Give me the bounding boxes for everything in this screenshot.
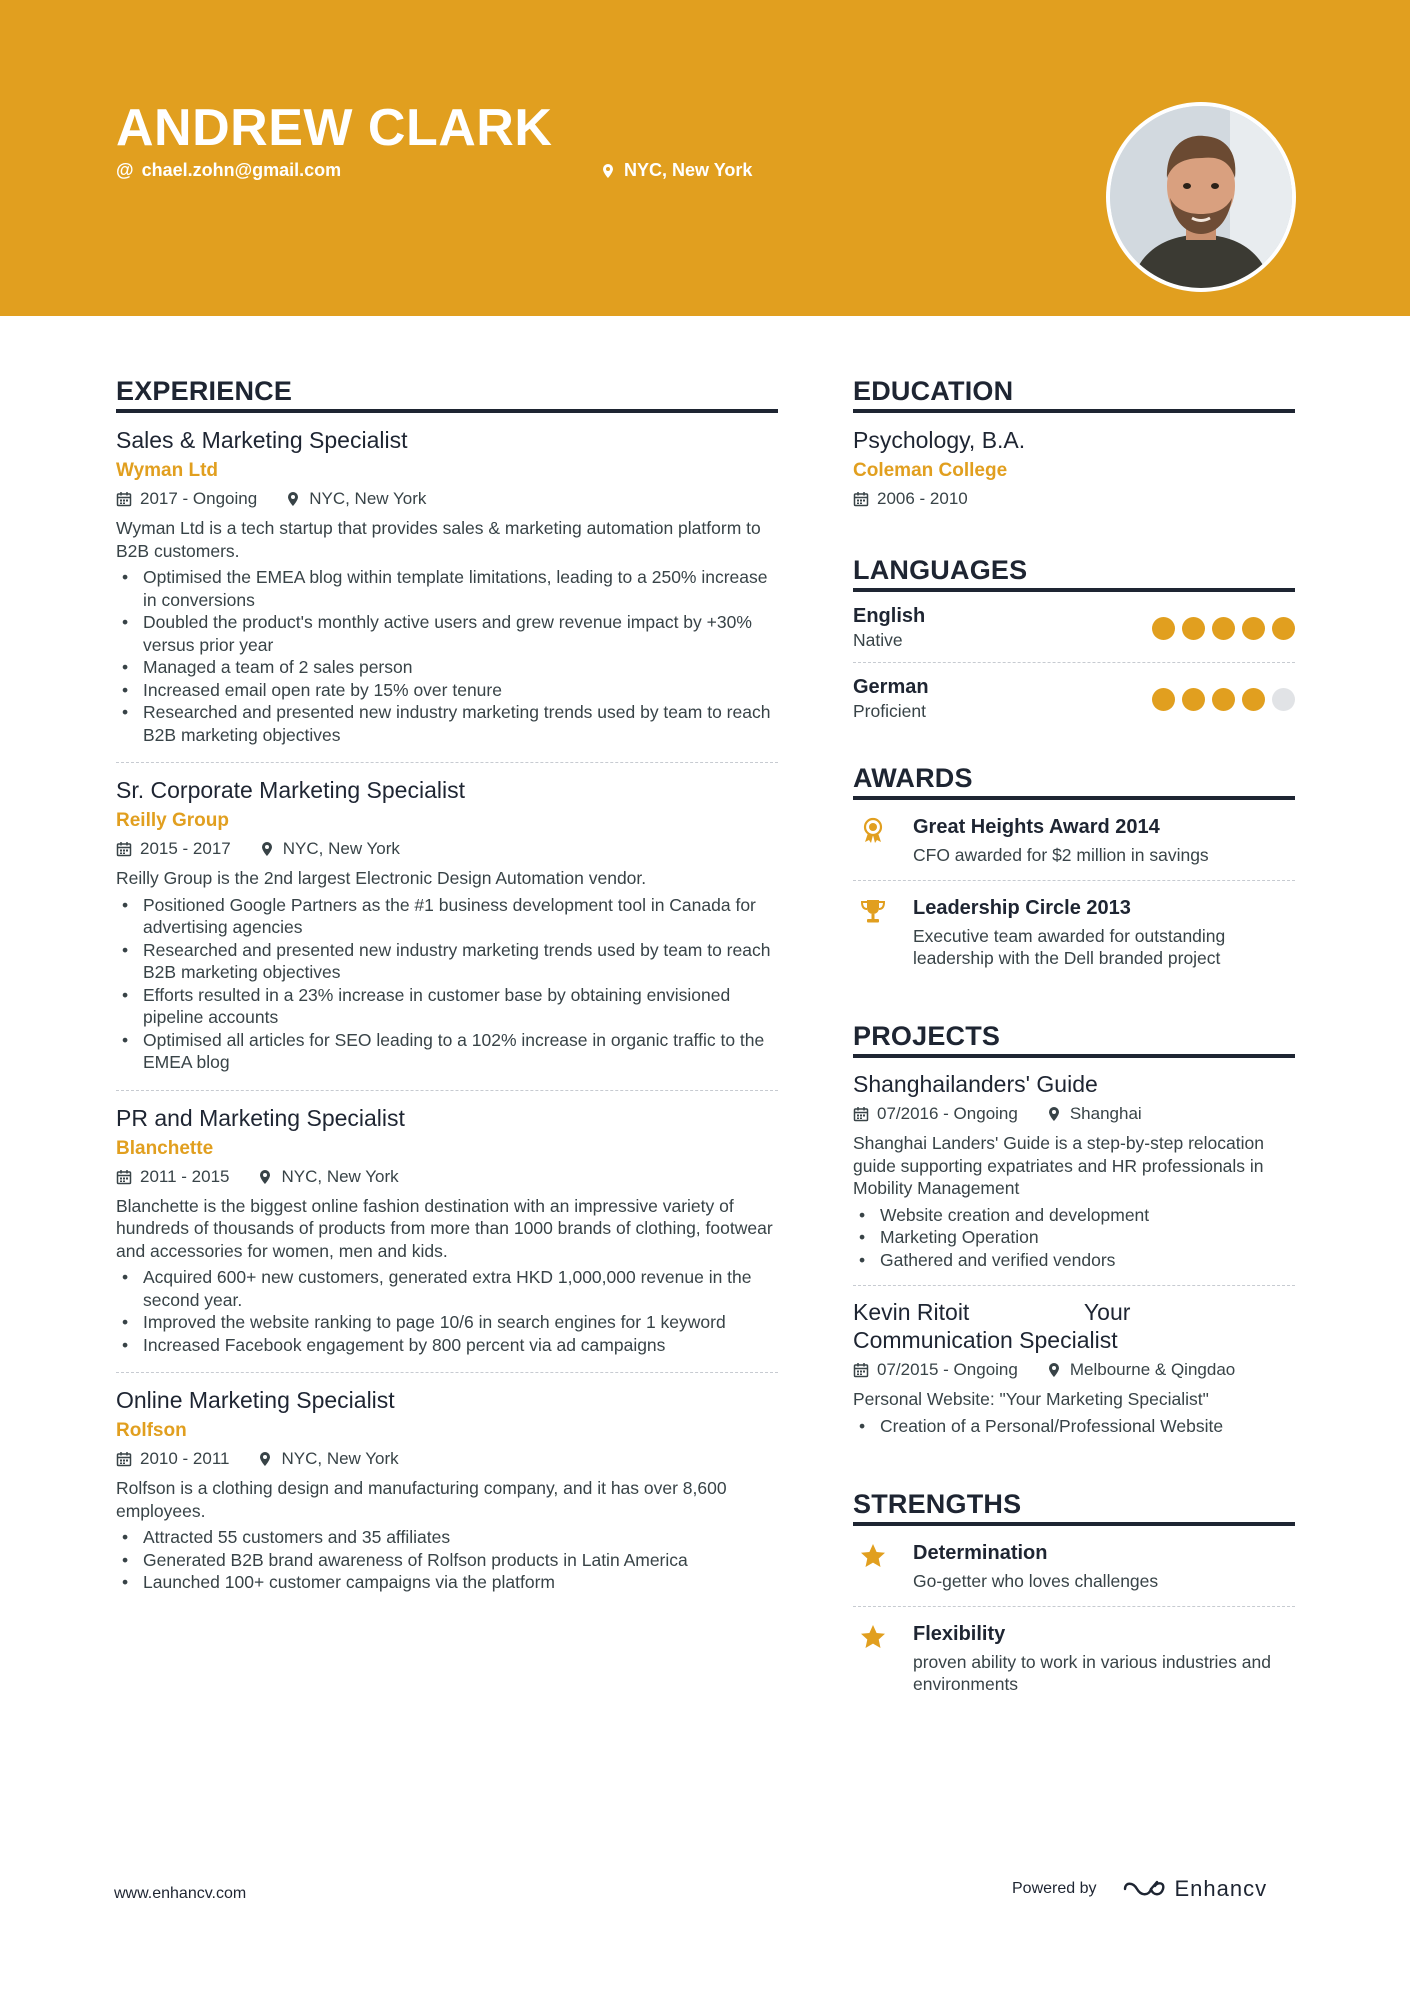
- entry-title: Flexibility: [913, 1623, 1006, 1645]
- proficiency-dot: [1242, 617, 1265, 640]
- entry-title: Determination: [913, 1542, 1048, 1564]
- dates: [116, 837, 231, 861]
- meta-row: [853, 1358, 1295, 1382]
- award-ribbon-icon: [853, 814, 893, 866]
- bullet-item: • Gathered and verified vendors: [853, 1249, 1295, 1272]
- calendar-icon: [853, 1362, 869, 1378]
- bullet-list: [853, 1415, 1295, 1438]
- awards-heading: AWARDS: [853, 763, 1295, 800]
- bullet-item: • Managed a team of 2 sales person: [116, 656, 778, 679]
- proficiency-dot: [1272, 688, 1295, 711]
- experience-heading: EXPERIENCE: [116, 376, 778, 413]
- right-column: [853, 376, 1295, 1709]
- avatar: [1110, 106, 1292, 288]
- location-pin-icon: [257, 1169, 273, 1185]
- location-pin-icon: [285, 491, 301, 507]
- brand-name: Enhancv: [1174, 1876, 1268, 1901]
- dates: [116, 1447, 229, 1471]
- bullet-item: • Acquired 600+ new customers, generated extra HKD 1,000,000 revenue in the second year.: [116, 1266, 778, 1311]
- bullet-item: • Researched and presented new industry marketing trends used by team to reach B2B marketing objectives: [116, 701, 778, 746]
- experience-entry: [116, 413, 778, 763]
- calendar-icon: [116, 1169, 132, 1185]
- meta-row: [116, 1447, 778, 1471]
- bullet-item: • Positioned Google Partners as the #1 business development tool in Canada for advertising agencies: [116, 894, 778, 939]
- strengths-list: [853, 1526, 1295, 1709]
- bullet-item: • Website creation and development: [853, 1204, 1295, 1227]
- calendar-icon: [116, 841, 132, 857]
- star-icon: [853, 1540, 893, 1592]
- location: [1046, 1102, 1142, 1126]
- job-description: Reilly Group is the 2nd largest Electronic Design Automation vendor.: [116, 868, 647, 888]
- bullet-item: • Marketing Operation: [853, 1226, 1295, 1249]
- experience-list: [116, 413, 778, 1610]
- job-title: Sr. Corporate Marketing Specialist: [116, 777, 465, 803]
- proficiency-dot: [1182, 617, 1205, 640]
- calendar-icon: [853, 1106, 869, 1122]
- entry-body: [913, 1621, 1295, 1695]
- project-description: Shanghai Landers' Guide is a step-by-step relocation guide supporting expatriates and HR professionals in Mobility Management: [853, 1133, 1264, 1198]
- language-info: [853, 604, 925, 652]
- meta-row: [116, 1165, 778, 1189]
- resume-header: [0, 0, 1410, 316]
- proficiency-dot: [1152, 617, 1175, 640]
- bullet-item: • Creation of a Personal/Professional Website: [853, 1415, 1295, 1438]
- dates-text: 2015 - 2017: [140, 839, 231, 858]
- email-contact[interactable]: [116, 160, 341, 181]
- calendar-icon: [116, 1451, 132, 1467]
- proficiency-dot: [1152, 688, 1175, 711]
- proficiency-dot: [1272, 617, 1295, 640]
- dates: [853, 1102, 1018, 1126]
- project-title: Shanghailanders' Guide: [853, 1071, 1098, 1097]
- dates-text: 2011 - 2015: [140, 1166, 230, 1186]
- location-text: NYC, New York: [281, 1166, 399, 1186]
- enhancv-logo-icon: [1121, 1877, 1167, 1901]
- project-title: Kevin Ritoit Your Communication Specialist: [853, 1299, 1137, 1353]
- portrait-illustration: [1110, 106, 1292, 288]
- calendar-icon: [116, 491, 132, 507]
- entry-body: [913, 1540, 1158, 1592]
- entry-title: Leadership Circle 2013: [913, 897, 1131, 919]
- meta-row: [116, 837, 778, 861]
- footer-website[interactable]: www.enhancv.com: [114, 1885, 247, 1902]
- job-description: Blanchette is the biggest online fashion destination with an impressive variety of hundreds of thousands of products from more than 1000 brands of clothing, footwear and accessories for women, men and kids.: [116, 1195, 773, 1261]
- entry-title: Great Heights Award 2014: [913, 816, 1160, 838]
- education-meta: [853, 487, 1295, 511]
- education-entry: [853, 413, 1295, 555]
- award-entry: [853, 800, 1295, 881]
- entry-body: [913, 895, 1295, 969]
- bullet-item: • Optimised the EMEA blog within template limitations, leading to a 250% increase in conversions: [116, 566, 778, 611]
- dates-text: 2010 - 2011: [140, 1449, 230, 1468]
- bullet-item: • Attracted 55 customers and 35 affiliates: [116, 1526, 778, 1549]
- location-text: NYC, New York: [282, 839, 400, 858]
- project-entry: [853, 1286, 1295, 1451]
- bullet-item: • Researched and presented new industry marketing trends used by team to reach B2B marketing objectives: [116, 939, 778, 984]
- entry-body: [913, 814, 1209, 866]
- dates-text: 2017 - Ongoing: [140, 489, 258, 508]
- location-text: NYC, New York: [281, 1449, 399, 1468]
- language-level: Proficient: [853, 701, 926, 721]
- location: [285, 487, 426, 511]
- languages-heading: LANGUAGES: [853, 555, 1295, 592]
- award-entry: [853, 881, 1295, 983]
- language-level: Native: [853, 630, 903, 650]
- projects-heading: PROJECTS: [853, 1021, 1295, 1058]
- candidate-name: ANDREW CLARK: [116, 99, 553, 157]
- awards-list: [853, 800, 1295, 1021]
- proficiency-dot: [1182, 688, 1205, 711]
- bullet-list: [116, 894, 778, 1074]
- strength-entry: [853, 1526, 1295, 1607]
- experience-entry: [116, 1373, 778, 1610]
- company-name: Blanchette: [116, 1137, 214, 1159]
- location: [259, 837, 400, 861]
- entry-description: CFO awarded for $2 million in savings: [913, 845, 1209, 865]
- entry-description: Go-getter who loves challenges: [913, 1571, 1159, 1591]
- left-column: [116, 376, 778, 1610]
- education-dates-text: 2006 - 2010: [877, 489, 968, 508]
- strengths-heading: STRENGTHS: [853, 1489, 1295, 1526]
- language-info: [853, 675, 929, 723]
- job-title: PR and Marketing Specialist: [116, 1104, 405, 1131]
- bullet-item: • Doubled the product's monthly active users and grew revenue impact by +30% versus prior year: [116, 611, 778, 656]
- proficiency-dot: [1212, 617, 1235, 640]
- bullet-item: • Efforts resulted in a 23% increase in customer base by obtaining envisioned pipeline accounts: [116, 984, 778, 1029]
- language-name: English: [853, 605, 926, 627]
- job-title: Sales & Marketing Specialist: [116, 427, 408, 453]
- job-description: Wyman Ltd is a tech startup that provides sales & marketing automation platform to B2B customers.: [116, 518, 761, 561]
- dates-text: 07/2016 - Ongoing: [877, 1104, 1018, 1123]
- brand-logo[interactable]: [1121, 1876, 1268, 1902]
- project-entry: [853, 1058, 1295, 1286]
- bullet-item: • Generated B2B brand awareness of Rolfson products in Latin America: [116, 1549, 778, 1572]
- bullet-item: • Launched 100+ customer campaigns via the platform: [116, 1571, 778, 1594]
- location-pin-icon: [1046, 1362, 1062, 1378]
- trophy-icon: [853, 895, 893, 969]
- location: [1046, 1358, 1235, 1382]
- location-pin-icon: [257, 1451, 273, 1467]
- bullet-item: • Optimised all articles for SEO leading to a 102% increase in organic traffic to the EMEA blog: [116, 1029, 778, 1074]
- location-text: Shanghai: [1069, 1104, 1142, 1123]
- location-text: NYC, New York: [309, 489, 427, 508]
- language-entry: [853, 592, 1295, 663]
- location-contact: [600, 160, 752, 181]
- education-heading: EDUCATION: [853, 376, 1295, 413]
- bullet-list: [116, 566, 778, 746]
- at-icon: @: [116, 160, 134, 180]
- location-pin-icon: [600, 163, 616, 179]
- school-name: Coleman College: [853, 460, 1008, 481]
- dates: [116, 487, 257, 511]
- degree: Psychology, B.A.: [853, 427, 1026, 453]
- language-name: German: [853, 676, 929, 698]
- meta-row: [116, 487, 778, 511]
- company-name: Wyman Ltd: [116, 460, 219, 481]
- company-name: Reilly Group: [116, 810, 229, 831]
- proficiency-dot: [1242, 688, 1265, 711]
- languages-list: [853, 592, 1295, 763]
- proficiency-dots: [1152, 688, 1295, 711]
- profile-photo: [1106, 102, 1296, 292]
- location: [257, 1165, 398, 1189]
- job-description: Rolfson is a clothing design and manufacturing company, and it has over 8,600 employees.: [116, 1478, 727, 1521]
- bullet-list: [853, 1204, 1295, 1272]
- bullet-item: • Increased email open rate by 15% over tenure: [116, 679, 778, 702]
- language-entry: [853, 663, 1295, 733]
- dates: [853, 1358, 1018, 1382]
- meta-row: [853, 1102, 1295, 1126]
- location-pin-icon: [1046, 1106, 1062, 1122]
- entry-description: proven ability to work in various industries and environments: [913, 1652, 1271, 1694]
- company-name: Rolfson: [116, 1420, 187, 1441]
- location-text: Melbourne & Qingdao: [1069, 1360, 1236, 1379]
- dates-text: 07/2015 - Ongoing: [877, 1360, 1018, 1379]
- experience-entry: [116, 1091, 778, 1374]
- experience-entry: [116, 763, 778, 1091]
- bullet-item: • Increased Facebook engagement by 800 percent via ad campaigns: [116, 1334, 778, 1357]
- entry-description: Executive team awarded for outstanding leadership with the Dell branded project: [913, 926, 1226, 968]
- powered-by-label: Powered by: [1012, 1880, 1097, 1897]
- bullet-list: [116, 1526, 778, 1594]
- location: [257, 1447, 398, 1471]
- bullet-list: [116, 1266, 778, 1356]
- email-text: chael.zohn@gmail.com: [141, 160, 342, 180]
- job-title: Online Marketing Specialist: [116, 1387, 395, 1413]
- footer-branding: [1012, 1876, 1267, 1902]
- bullet-item: • Improved the website ranking to page 10/6 in search engines for 1 keyword: [116, 1311, 778, 1334]
- project-description: Personal Website: "Your Marketing Specialist": [853, 1389, 1209, 1409]
- calendar-icon: [853, 491, 869, 507]
- star-icon: [853, 1621, 893, 1695]
- location-text: NYC, New York: [624, 160, 753, 180]
- education-dates: [853, 487, 968, 511]
- proficiency-dot: [1212, 688, 1235, 711]
- strength-entry: [853, 1607, 1295, 1709]
- projects-list: [853, 1058, 1295, 1489]
- dates: [116, 1165, 229, 1189]
- location-pin-icon: [259, 841, 275, 857]
- proficiency-dots: [1152, 617, 1295, 640]
